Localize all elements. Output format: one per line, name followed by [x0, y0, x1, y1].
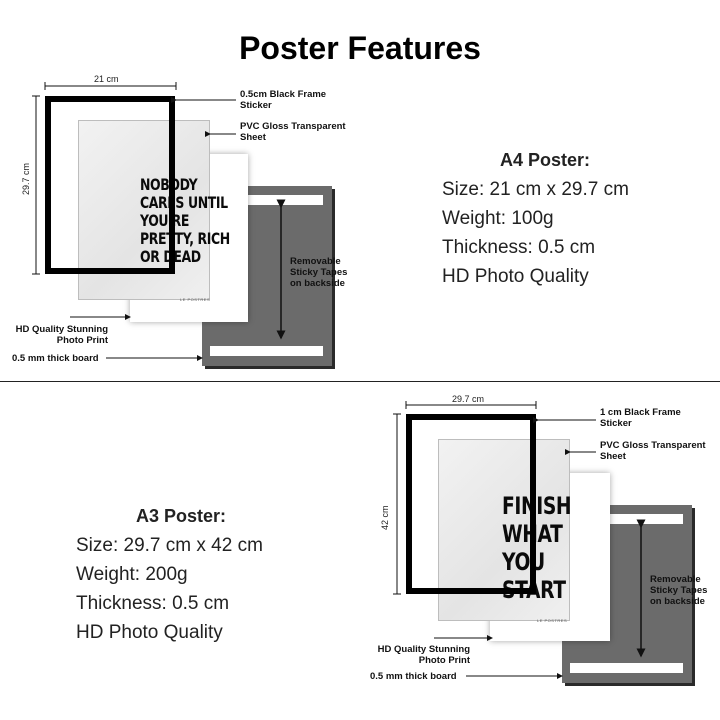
a3-board-callout: 0.5 mm thick board [370, 671, 457, 682]
a3-brand: LE POSTRES [537, 618, 568, 623]
a4-specs-heading: A4 Poster: [499, 150, 591, 170]
a4-board-callout: 0.5 mm thick board [12, 353, 99, 364]
a4-spec-weight: Weight: 100g [442, 208, 554, 229]
a4-width-label: 21 cm [94, 74, 119, 84]
a3-frame-callout: 1 cm Black Frame Sticker [600, 407, 681, 429]
a3-specs-heading: A3 Poster: [135, 506, 227, 526]
a3-print-callout: HD Quality Stunning Photo Print [377, 644, 470, 666]
a4-print-callout: HD Quality Stunning Photo Print [15, 324, 108, 346]
a4-frame-callout: 0.5cm Black Frame Sticker [240, 89, 327, 111]
a3-tapes-callout: Removable Sticky Tapes on backside [650, 574, 708, 607]
a3-spec-weight: Weight: 200g [76, 564, 188, 585]
a4-pvc-callout: PVC Gloss Transparent Sheet [240, 121, 346, 143]
a3-spec-thickness: Thickness: 0.5 cm [76, 593, 230, 614]
a4-spec-thickness: Thickness: 0.5 cm [442, 237, 596, 258]
a4-spec-size: Size: 21 cm x 29.7 cm [442, 179, 629, 200]
a3-width-label: 29.7 cm [452, 394, 485, 404]
a4-brand: LE POSTRES [180, 297, 211, 302]
page-title: Poster Features [239, 30, 481, 66]
a4-poster-quote: NOBODY CARES UNTIL YOU'RE PRETTY, RICH OR DEAD [140, 175, 230, 266]
a3-pvc-callout: PVC Gloss Transparent Sheet [600, 440, 706, 462]
a4-height-label: 29.7 cm [21, 162, 31, 195]
a3-spec-quality: HD Photo Quality [76, 622, 223, 643]
a4-spec-quality: HD Photo Quality [442, 266, 589, 287]
a3-spec-size: Size: 29.7 cm x 42 cm [76, 535, 263, 556]
a4-tapes-callout: Removable Sticky Tapes on backside [290, 256, 348, 289]
a3-height-label: 42 cm [380, 505, 390, 530]
a3-poster-quote: FINISH WHAT YOU START [502, 492, 572, 604]
